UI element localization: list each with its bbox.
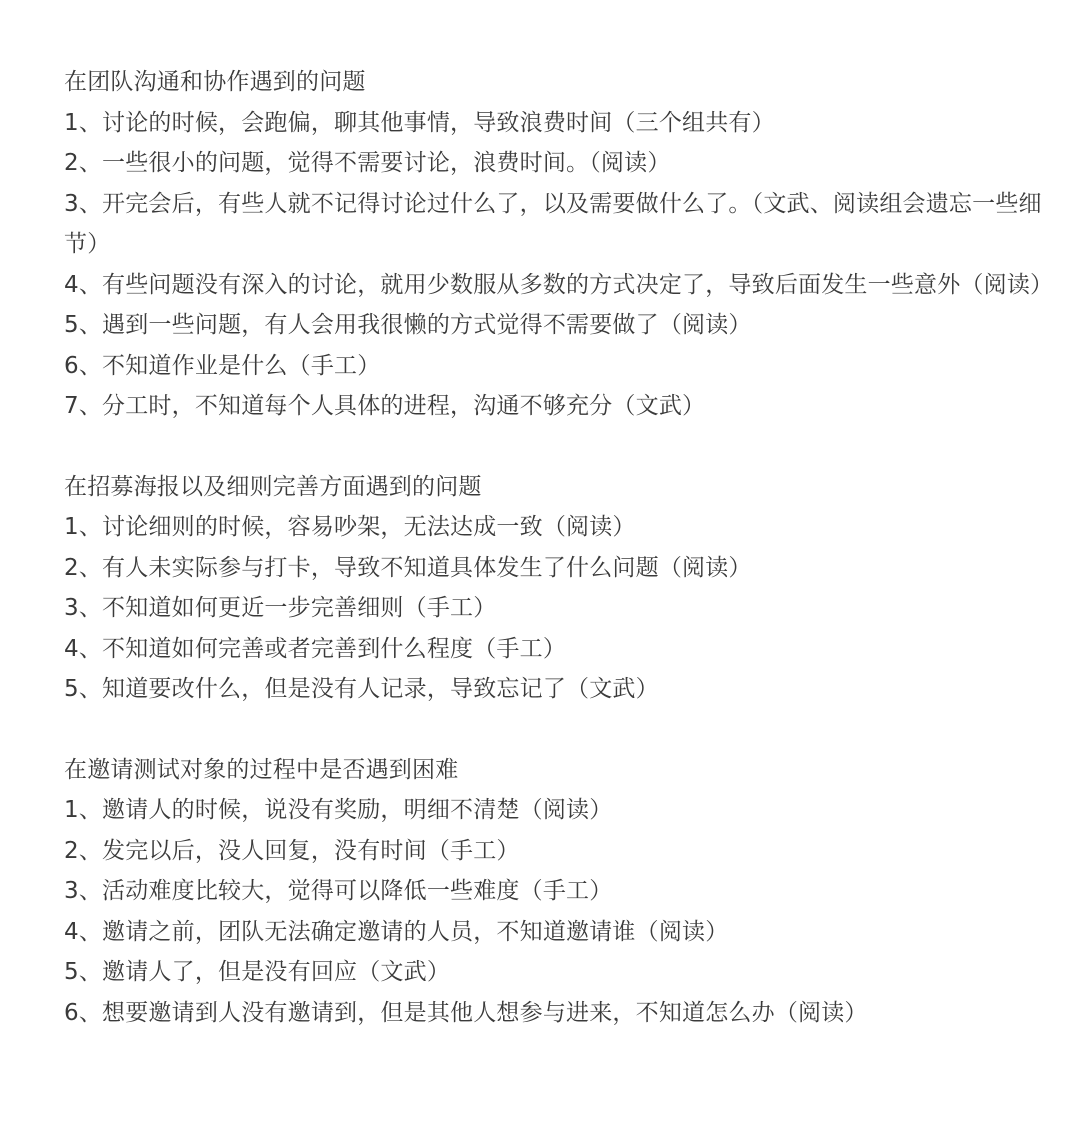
document-body <box>64 62 1054 1033</box>
list-item: 1、讨论的时候，会跑偏，聊其他事情，导致浪费时间（三个组共有） <box>64 109 775 136</box>
list-item: 1、讨论细则的时候，容易吵架，无法达成一致（阅读） <box>64 514 636 540</box>
list-item: 3、不知道如何更近一步完善细则（手工） <box>64 595 497 621</box>
section-heading: 在团队沟通和协作遇到的问题 <box>64 69 366 95</box>
list-item: 2、发完以后，没人回复，没有时间（手工） <box>64 837 520 864</box>
list-item: 5、知道要改什么，但是没有人记录，导致忘记了（文武） <box>64 676 659 702</box>
section-heading: 在邀请测试对象的过程中是否遇到困难 <box>64 756 459 783</box>
list-item: 1、邀请人的时候，说没有奖励，明细不清楚（阅读） <box>64 797 613 823</box>
list-item: 2、一些很小的问题，觉得不需要讨论，浪费时间。（阅读） <box>64 150 671 176</box>
section-team-communication <box>64 62 1054 427</box>
list-item: 6、不知道作业是什么（手工） <box>64 352 381 379</box>
list-item: 3、活动难度比较大，觉得可以降低一些难度（手工） <box>64 878 613 904</box>
list-item: 4、邀请之前，团队无法确定邀请的人员，不知道邀请谁（阅读） <box>64 918 729 945</box>
list-item: 5、邀请人了，但是没有回应（文武） <box>64 959 451 985</box>
list-item: 2、有人未实际参与打卡，导致不知道具体发生了什么问题（阅读） <box>64 554 752 581</box>
section-recruitment-poster <box>64 467 1054 710</box>
list-item: 4、不知道如何完善或者完善到什么程度（手工） <box>64 635 567 662</box>
list-item: 6、想要邀请到人没有邀请到，但是其他人想参与进来，不知道怎么办（阅读） <box>64 999 868 1026</box>
section-invite-testers <box>64 750 1054 1034</box>
list-item: 7、分工时，不知道每个人具体的进程，沟通不够充分（文武） <box>64 393 706 419</box>
list-item: 4、有些问题没有深入的讨论，就用少数服从多数的方式决定了，导致后面发生一些意外（阅读） <box>64 271 1054 298</box>
list-item: 5、遇到一些问题，有人会用我很懒的方式觉得不需要做了（阅读） <box>64 312 752 338</box>
list-item: 3、开完会后，有些人就不记得讨论过什么了，以及需要做什么了。（文武、阅读组会遗忘一些细节） <box>64 190 1042 257</box>
section-heading: 在招募海报以及细则完善方面遇到的问题 <box>64 473 482 500</box>
